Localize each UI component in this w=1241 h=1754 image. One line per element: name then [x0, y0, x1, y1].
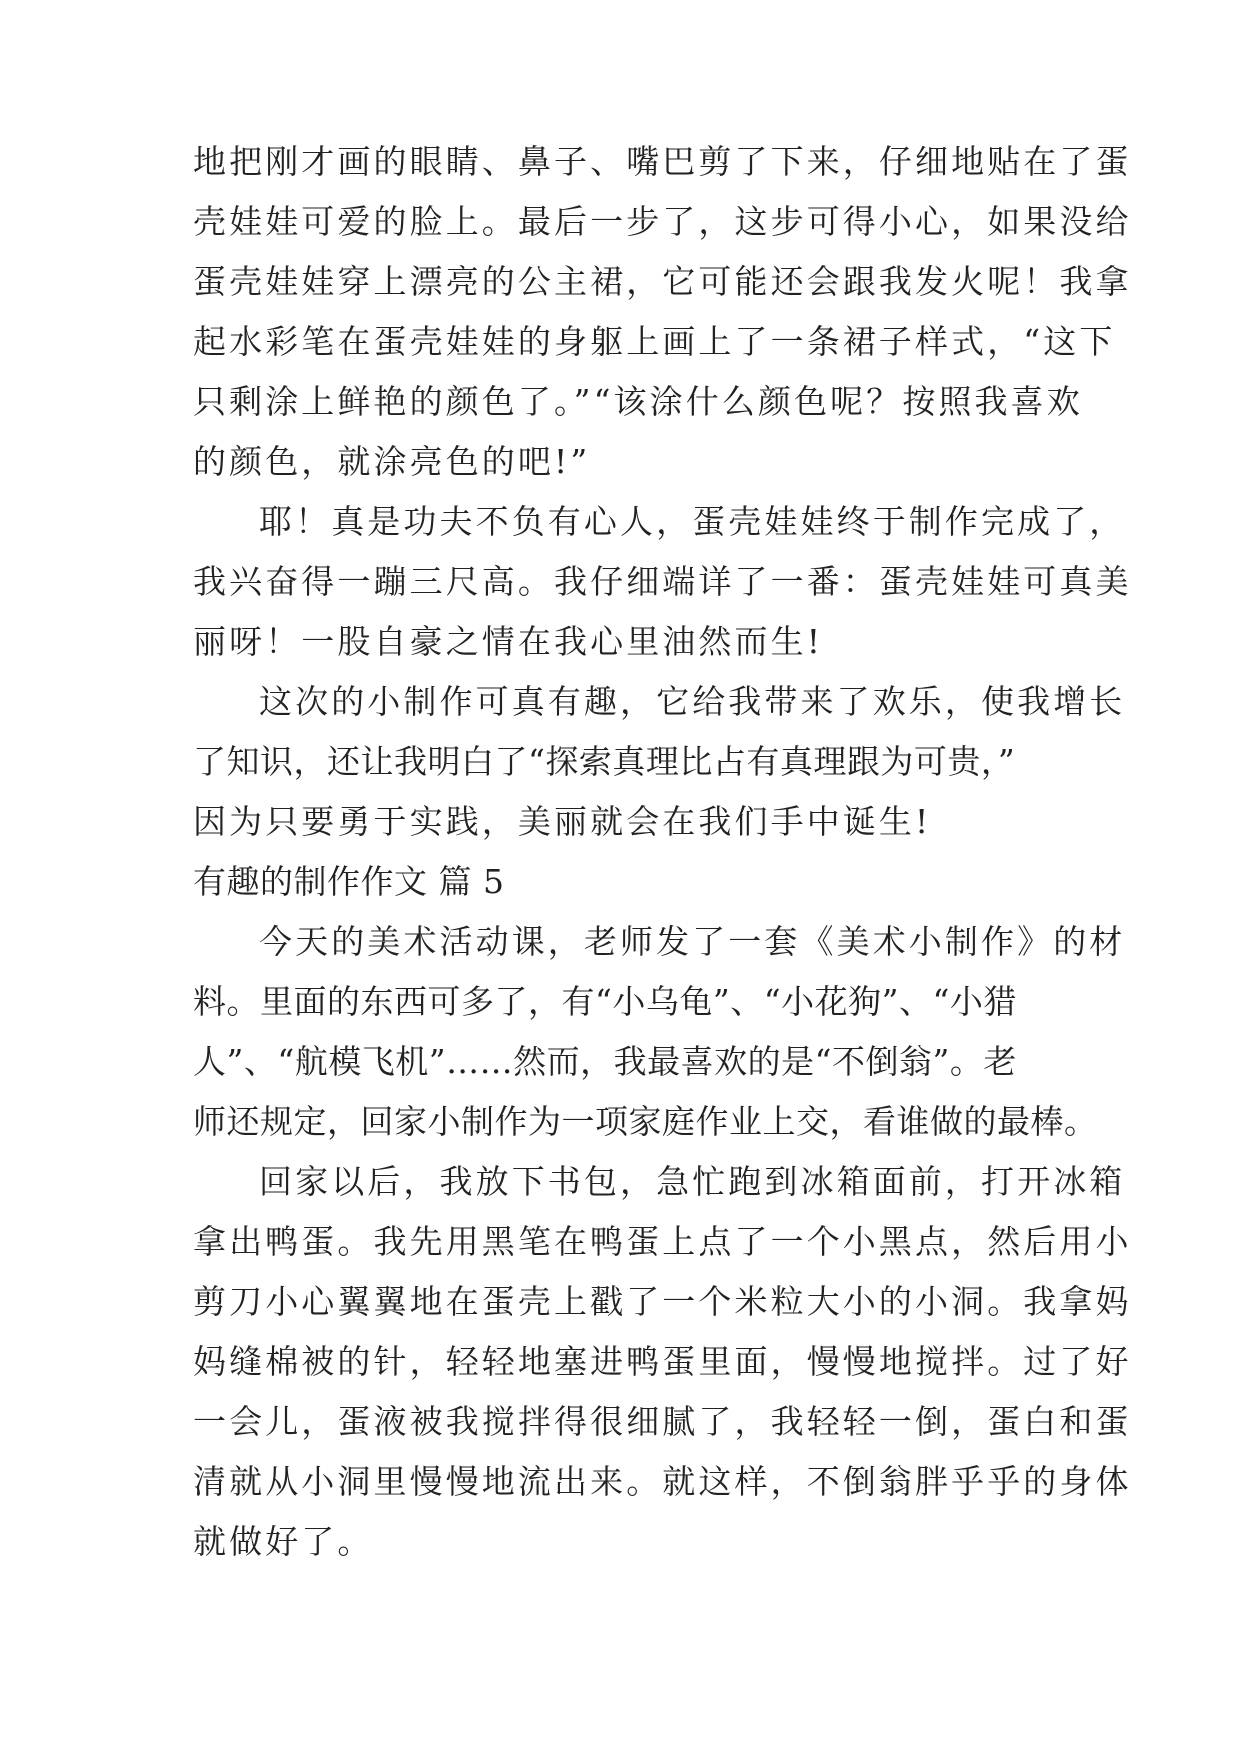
- text-line: 因为只要勇于实践，美丽就会在我们手中诞生!: [193, 802, 932, 841]
- text-line: 拿出鸭蛋。我先用黑笔在鸭蛋上点了一个小黑点，然后用小: [193, 1222, 1132, 1261]
- document-body: [193, 132, 1132, 1572]
- text-line: 的颜色，就涂亮色的吧!”: [193, 442, 591, 481]
- text-line: 只剩涂上鲜艳的颜色了。”“该涂什么颜色呢？按照我喜欢: [193, 382, 1083, 421]
- text-line: 师还规定，回家小制作为一项家庭作业上交，看谁做的最棒。: [193, 1102, 1098, 1141]
- text-line: 了知识，还让我明白了“探索真理比占有真理跟为可贵，”: [193, 742, 1016, 781]
- section-heading: 有趣的制作作文 篇 5: [193, 862, 505, 901]
- paragraph-first-line: 这次的小制作可真有趣，它给我带来了欢乐，使我增长: [259, 682, 1126, 721]
- paragraph-first-line: 耶！真是功夫不负有心人，蛋壳娃娃终于制作完成了，: [259, 502, 1126, 541]
- text-line: 料。里面的东西可多了，有“小乌龟”、“小花狗”、“小猎: [193, 982, 1017, 1021]
- text-line: 剪刀小心翼翼地在蛋壳上戳了一个米粒大小的小洞。我拿妈: [193, 1282, 1132, 1321]
- text-line: 地把刚才画的眼睛、鼻子、嘴巴剪了下来，仔细地贴在了蛋: [193, 142, 1132, 181]
- text-line: 就做好了。: [193, 1522, 374, 1561]
- text-line: 妈缝棉被的针，轻轻地塞进鸭蛋里面，慢慢地搅拌。过了好: [193, 1342, 1132, 1381]
- text-line: 起水彩笔在蛋壳娃娃的身躯上画上了一条裙子样式，“这下: [193, 322, 1116, 361]
- text-line: 壳娃娃可爱的脸上。最后一步了，这步可得小心，如果没给: [193, 202, 1132, 241]
- paragraph-first-line: 回家以后，我放下书包，急忙跑到冰箱面前，打开冰箱: [259, 1162, 1126, 1201]
- text-line: 清就从小洞里慢慢地流出来。就这样，不倒翁胖乎乎的身体: [193, 1462, 1132, 1501]
- paragraph-first-line: 今天的美术活动课，老师发了一套《美术小制作》的材: [259, 922, 1126, 961]
- text-line: 蛋壳娃娃穿上漂亮的公主裙，它可能还会跟我发火呢！我拿: [193, 262, 1132, 301]
- text-line: 人”、“航模飞机”……然而，我最喜欢的是“不倒翁”。老: [193, 1042, 1017, 1081]
- text-line: 我兴奋得一蹦三尺高。我仔细端详了一番：蛋壳娃娃可真美: [193, 562, 1132, 601]
- text-line: 丽呀！一股自豪之情在我心里油然而生!: [193, 622, 824, 661]
- text-line: 一会儿，蛋液被我搅拌得很细腻了，我轻轻一倒，蛋白和蛋: [193, 1402, 1132, 1441]
